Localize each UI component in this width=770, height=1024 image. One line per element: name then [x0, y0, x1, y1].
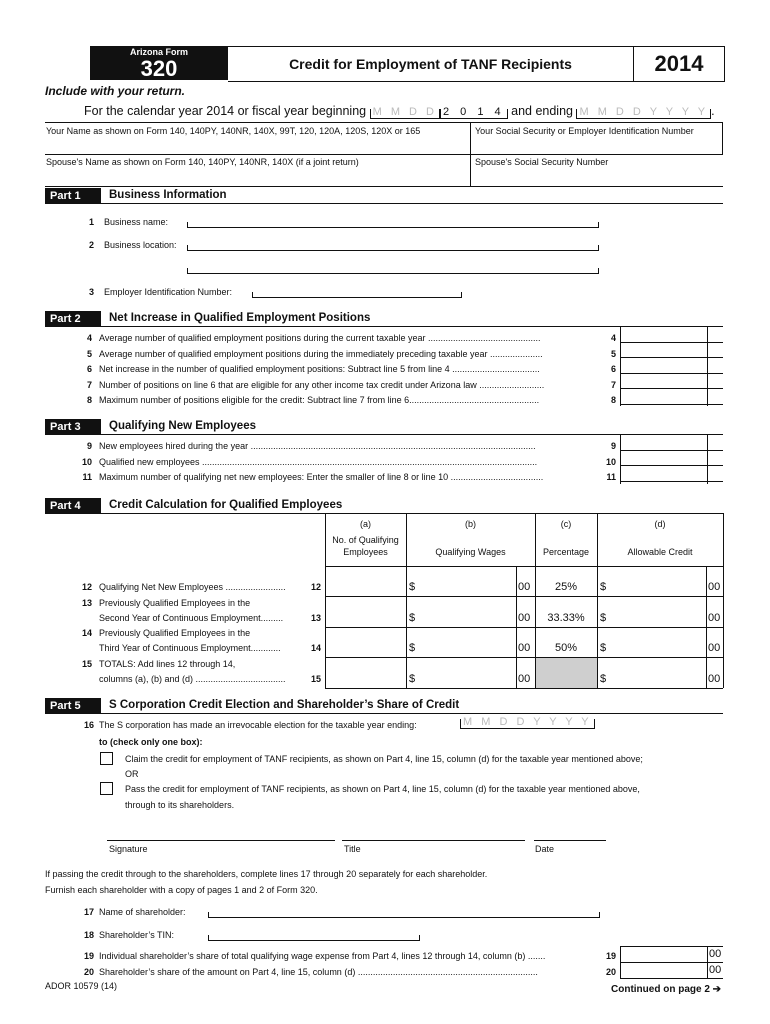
qualifying-wages-input[interactable] [420, 659, 514, 686]
arrow-right-icon: ➔ [712, 984, 722, 995]
box-number: 14 [310, 643, 321, 653]
cents-divider [516, 657, 517, 688]
box-number: 11 [606, 472, 616, 482]
line19-amount-input[interactable] [621, 947, 706, 961]
cents-divider [706, 627, 707, 657]
amount-input[interactable] [622, 451, 706, 465]
allowable-credit-input[interactable] [611, 598, 704, 625]
shaded-cell [536, 658, 597, 688]
begin-date-year: 2 0 1 4 [440, 109, 508, 119]
line-text: Net increase in the number of qualified employment positions: Subtract line 5 from line 4 ................................... [99, 364, 540, 374]
pass-credit-text-2: through to its shareholders. [125, 800, 235, 810]
part1-label: Part 1 [45, 188, 101, 204]
part3-box-border [707, 434, 708, 484]
row-border [325, 627, 723, 628]
your-name-label: Your Name as shown on Form 140, 140PY, 140NR, 140X, 99T, 120, 120A, 120S, 120X or 165 [46, 126, 421, 136]
include-note: Include with your return. [45, 84, 186, 98]
cents-divider [706, 596, 707, 627]
calendar-line [84, 104, 715, 119]
dollar-sign: $ [600, 581, 607, 593]
line-text: Number of positions on line 6 that are eligible for any other income tax credit under Arizona law .......................... [99, 379, 545, 390]
cents: 00 [708, 612, 721, 624]
your-ssn-label: Your Social Security or Employer Identification Number [475, 126, 694, 136]
box-number: 13 [310, 613, 321, 623]
pass-credit-text: Pass the credit for employment of TANF recipients, as shown on Part 4, line 15, column (d) for the taxable year mentioned above, [125, 784, 640, 794]
form-number-box [90, 46, 228, 80]
date-label: Date [535, 844, 555, 854]
col-border [723, 513, 724, 688]
amount-input[interactable] [622, 343, 706, 357]
form-number: 320 [140, 56, 178, 81]
line-number: 3 [88, 287, 94, 297]
line-text: Average number of qualified employment positions during the immediately preceding taxable year ..................... [99, 348, 543, 359]
amount-input[interactable] [622, 466, 706, 480]
spouse-name-label: Spouse's Name as shown on Form 140, 140PY, 140NR, 140X (if a joint return) [46, 157, 359, 167]
grid-divider [722, 122, 723, 154]
cents: 00 [708, 581, 721, 593]
line20-box-number: 20 [605, 967, 616, 977]
or-text: OR [125, 769, 139, 779]
cents-divider [706, 657, 707, 688]
box-rule [620, 404, 723, 405]
col-border [406, 513, 407, 688]
column-head-line2: Percentage [542, 547, 590, 557]
shareholder-tin-input[interactable] [208, 935, 420, 941]
business-name-input[interactable] [187, 222, 599, 228]
cents-divider [706, 566, 707, 596]
qualifying-wages-input[interactable] [420, 629, 514, 655]
line-number: 6 [86, 364, 92, 374]
box-number: 4 [610, 333, 616, 343]
end-date-input[interactable]: M M D D Y Y Y Y [576, 109, 711, 119]
business-location-input-2[interactable] [187, 268, 599, 274]
part3-title: Qualifying New Employees [109, 420, 256, 432]
box-number: 10 [605, 456, 616, 467]
part2-title: Net Increase in Qualified Employment Positions [109, 312, 371, 324]
end-period: . [711, 104, 715, 118]
amount-input[interactable] [622, 389, 706, 403]
title-line[interactable] [342, 840, 525, 841]
part4-title: Credit Calculation for Qualified Employees [109, 499, 343, 511]
line-number: 12 [81, 582, 92, 592]
cents: 00 [518, 612, 531, 624]
line-text: Maximum number of positions eligible for the credit: Subtract line 7 from line 6.................................................... [99, 395, 540, 405]
box-number: 6 [610, 364, 616, 374]
cents-divider [516, 596, 517, 627]
column-head-line2: Qualifying Wages [435, 547, 506, 557]
line16-text: The S corporation has made an irrevocable election for the taxable year ending: [99, 720, 417, 730]
box-rule [620, 481, 723, 482]
signature-line[interactable] [107, 840, 335, 841]
percentage: 33.33% [547, 612, 585, 624]
dollar-sign: $ [409, 642, 416, 654]
line19-20-rule [620, 978, 723, 979]
line19-cents: 00 [709, 948, 722, 960]
box-number: 8 [610, 395, 616, 405]
cents: 00 [708, 642, 721, 654]
box-number: 9 [610, 441, 616, 451]
shareholder-name-input[interactable] [208, 912, 600, 918]
cents-divider [516, 627, 517, 657]
allowable-credit-input[interactable] [611, 659, 704, 686]
dollar-sign: $ [600, 612, 607, 624]
spouse-ssn-field[interactable] [475, 168, 720, 184]
line20-text: Shareholder’s share of the amount on Part 4, line 15, column (d) ........................................................................ [99, 967, 538, 977]
line-number: 7 [86, 379, 92, 390]
ein-label: Employer Identification Number: [104, 287, 233, 297]
line19-box-number: 19 [605, 951, 616, 961]
spouse-ssn-label: Spouse's Social Security Number [475, 157, 609, 167]
grid-rule [45, 186, 723, 187]
form-title: Credit for Employment of TANF Recipients [228, 46, 633, 82]
line-number: 18 [83, 930, 94, 940]
line-number: 2 [88, 240, 94, 250]
grid-divider [470, 122, 471, 186]
qualifying-employees-input[interactable] [327, 629, 404, 655]
spouse-name-field[interactable] [46, 168, 466, 184]
row-border [325, 596, 723, 597]
amount-input[interactable] [622, 435, 706, 449]
amount-input[interactable] [622, 358, 706, 372]
cents: 00 [518, 581, 531, 593]
part3-box-border [620, 434, 621, 484]
box-number: 7 [610, 379, 616, 390]
dollar-sign: $ [600, 642, 607, 654]
column-letter: (b) [465, 519, 476, 529]
line-number: 16 [83, 720, 94, 730]
part4-label: Part 4 [45, 498, 101, 514]
form-label: Arizona Form [129, 47, 188, 57]
dollar-sign: $ [409, 612, 416, 624]
amount-input[interactable] [622, 374, 706, 388]
row-text-2: Second Year of Continuous Employment......... [99, 613, 284, 623]
part5-title: S Corporation Credit Election and Shareholder’s Share of Credit [109, 699, 460, 711]
date-line[interactable] [534, 840, 606, 841]
pass-credit-checkbox[interactable] [100, 782, 113, 795]
row-text: TOTALS: Add lines 12 through 14, [99, 659, 236, 669]
line16-date-field[interactable] [460, 716, 595, 729]
cents: 00 [708, 673, 721, 685]
line16-to: to (check only one box): [99, 737, 203, 747]
form-code: ADOR 10579 (14) [45, 981, 118, 991]
line-number: 10 [81, 456, 92, 467]
line-number: 4 [86, 333, 92, 343]
column-head-line2: Employees [343, 547, 388, 557]
pass-note-2: Furnish each shareholder with a copy of pages 1 and 2 of Form 320. [45, 885, 318, 895]
grid-rule [45, 122, 723, 123]
box-number: 12 [310, 582, 321, 592]
cents: 00 [518, 642, 531, 654]
box-number: 15 [310, 674, 321, 684]
qualifying-employees-input[interactable] [327, 568, 404, 594]
part5-rule [101, 713, 723, 714]
grid-rule [45, 154, 723, 155]
ein-input[interactable] [252, 292, 462, 298]
business-location-label: Business location: [104, 240, 177, 250]
line-number: 15 [81, 659, 92, 669]
claim-credit-text: Claim the credit for employment of TANF recipients, as shown on Part 4, line 15, column (d) for the taxable year mentioned above; [125, 754, 643, 764]
box-number: 5 [610, 348, 616, 359]
row-text-2: columns (a), (b) and (d) .................................... [99, 674, 286, 684]
line-number: 17 [83, 907, 94, 917]
row-border [325, 657, 723, 658]
row-text: Previously Qualified Employees in the [99, 598, 251, 608]
row-text: Previously Qualified Employees in the [99, 628, 251, 638]
calendar-text: For the calendar year 2014 or fiscal year beginning [84, 104, 367, 118]
column-letter: (c) [560, 519, 572, 529]
begin-date-mmdd[interactable]: M M D D [370, 109, 440, 119]
column-head-line1: No. of Qualifying [332, 535, 399, 545]
amount-input[interactable] [622, 327, 706, 341]
dollar-sign: $ [409, 673, 416, 685]
signature-label: Signature [109, 844, 148, 854]
line-number: 14 [81, 628, 92, 638]
line16-date-input[interactable]: M M D D Y Y Y Y [460, 719, 595, 729]
qualifying-employees-input[interactable] [327, 598, 404, 625]
shareholder-tin-label: Shareholder’s TIN: [99, 930, 175, 940]
qualifying-wages-input[interactable] [420, 598, 514, 625]
cents: 00 [518, 673, 531, 685]
line-text: Average number of qualified employment positions during the current taxable year ............................................. [99, 333, 541, 343]
business-location-input[interactable] [187, 245, 599, 251]
allowable-credit-input[interactable] [611, 568, 704, 594]
line-number: 9 [86, 441, 92, 451]
line-number: 20 [83, 967, 94, 977]
col-border [597, 513, 598, 688]
line-text: Qualified new employees ...................................................................................................................................... [99, 456, 538, 467]
line-number: 5 [86, 348, 92, 359]
row-border [325, 688, 723, 689]
row-text: Qualifying Net New Employees ........................ [99, 582, 286, 592]
part1-title: Business Information [109, 189, 227, 201]
percentage: 50% [554, 642, 578, 654]
line-number: 8 [86, 395, 92, 405]
business-name-label: Business name: [104, 217, 169, 227]
part2-label: Part 2 [45, 311, 101, 327]
line-number: 1 [88, 217, 94, 227]
part5-label: Part 5 [45, 698, 101, 714]
dollar-sign: $ [409, 581, 416, 593]
line19-text: Individual shareholder’s share of total qualifying wage expense from Part 4, lines 12 through 14, column (b) ....... [99, 951, 546, 961]
line-text: New employees hired during the year .................................................................................................................. [99, 441, 536, 451]
part2-box-border [707, 326, 708, 406]
title-label: Title [344, 844, 361, 854]
line20-cents: 00 [709, 964, 722, 976]
line-number: 13 [81, 598, 92, 608]
and-ending-text: and ending [511, 104, 573, 118]
cents-divider [516, 566, 517, 596]
your-name-field[interactable] [46, 136, 466, 152]
pass-note-1: If passing the credit through to the shareholders, complete lines 17 through 20 separately for each shareholder. [45, 869, 488, 879]
dollar-sign: $ [600, 673, 607, 685]
column-letter: (a) [360, 519, 371, 529]
column-head-line2: Allowable Credit [627, 547, 693, 557]
column-letter: (d) [654, 519, 666, 529]
qualifying-employees-input[interactable] [327, 659, 404, 686]
part3-label: Part 3 [45, 419, 101, 435]
line20-amount-input[interactable] [621, 963, 706, 977]
line-number: 11 [82, 472, 92, 482]
form-year: 2014 [633, 46, 725, 82]
continued-text: Continued on page 2 [611, 984, 710, 995]
part1-rule [101, 203, 723, 204]
part2-box-border [620, 326, 621, 406]
line-number: 19 [83, 951, 94, 961]
percentage: 25% [554, 581, 578, 593]
shareholder-name-label: Name of shareholder: [99, 907, 186, 917]
part4-rule [101, 513, 723, 514]
claim-credit-checkbox[interactable] [100, 752, 113, 765]
qualifying-wages-input[interactable] [420, 568, 514, 594]
continued-note [611, 984, 721, 995]
row-border [325, 566, 723, 567]
row-text-2: Third Year of Continuous Employment............ [99, 643, 281, 653]
line-text: Maximum number of qualifying net new employees: Enter the smaller of line 8 or line 10 ..................................... [99, 472, 544, 482]
your-ssn-field[interactable] [475, 136, 720, 152]
allowable-credit-input[interactable] [611, 629, 704, 655]
